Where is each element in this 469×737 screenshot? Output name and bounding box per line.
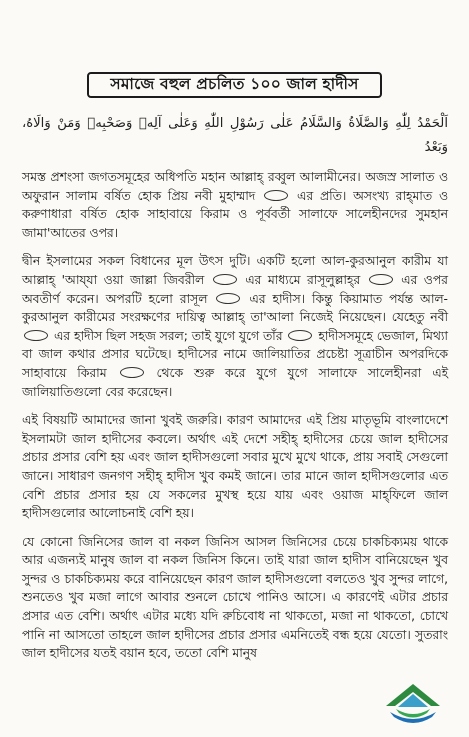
paragraph-2-text-f: হাদীসসমূহে ভেজাল, মিথ্যা বা জাল কথার প্রসার ঘটেছে। হাদীসের নামে জালিয়াতির প্রচেষ্টা সূত্রাচীন অপরদিকে সাহাবায়ে কিরাম: [22, 328, 448, 380]
paragraph-1: [22, 168, 448, 242]
salutation-icon: [216, 293, 240, 304]
paragraph-2-text-g: থেকে শুরু করে যুগে যুগে সালাফে সালেহীনরা এই জালিয়াতিগুলো বের করেছেন।: [22, 365, 448, 399]
paragraph-1-text: সমস্ত প্রশংসা জগতসমূহের অধিপতি মহান আল্লাহ্‌ রব্বুল আলামীনের। অজস্র সালাত ও অফুরান সালাম বর্ষিত হোক প্রিয় নবী মুহাম্মাদ: [22, 170, 448, 203]
salutation-icon: [264, 190, 288, 201]
paragraph-4: যে কোনো জিনিসের জাল বা নকল জিনিস আসল জিনিসের চেয়ে চাকচিক্যময় থাকে আর এজন্যই মানুষ জাল বা নকল জিনিস কিনে। তাই যারা জাল হাদীস বানিয়েছেন খুব সুন্দর ও চাকচিক্যময় করে বানিয়েছেন কারণ জাল হাদীসগুলো বলতেও খুব সুন্দর লাগে, শুনতেও খুব মজা লাগে আবার শুনলে চোখে পানিও আসে। এ কারণেই এটার প্রচার প্রসার এত বেশি। অর্থাৎ এটার মধ্যে যদি রুচিবোধ না থাকতো, মজা না থাকতো, চোখে পানি না আসতো তাহলে জাল হাদীসের প্রচার প্রসার এমনিতেই বন্ধ হয়ে যেতো। সুতরাং জাল হাদীসের যতই বয়ান হবে, ততো বেশি মানুষ: [22, 534, 448, 661]
salutation-icon: [24, 330, 48, 341]
body-text: [22, 168, 448, 673]
salutation-icon: [213, 274, 237, 285]
paragraph-2: [22, 252, 448, 401]
salutation-icon: [120, 367, 144, 378]
paragraph-2-text-e: এর হাদীস ছিল সহজ সরল; তাই যুগে যুগে তাঁর: [53, 328, 283, 343]
paragraph-2-text-c: এর ওপর অবতীর্ণ করেন। অপরটি হলো রাসূল: [22, 272, 448, 306]
paragraph-1-text-b: এর প্রতি। অসংখ্য রাহ্‌মাত ও করুণাধারা বর্ষিত হোক সাহাবায়ে কিরাম ও পূর্ববর্তী সালাফে সালেহীনদের সুমহান জামা'আতের ওপর।: [22, 188, 448, 240]
paragraph-2-text-b: এর মাধ্যমে রাসূলুল্লাহ্‌র: [245, 272, 361, 287]
paragraph-2-text-d: এর হাদীস। কিন্তু কিয়ামাত পর্যন্ত আল-কুরআনুল কারীমের সংরক্ষণের দায়িত্ব আল্লাহ্‌ তা'আলা নিজেই নিয়েছেন। যেহেতু নবী: [22, 291, 448, 325]
paragraph-2-text-a: দ্বীন ইসলামের সকল বিধানের মূল উৎস দুটি। একটি হলো আল-কুরআনুল কারীম যা আল্লাহ্‌ 'আয্‌যা ওয়া জাল্লা জিবরীল: [22, 254, 448, 287]
paragraph-3: এই বিষয়টি আমাদের জানা খুবই জরুরি। কারণ আমাদের এই প্রিয় মাতৃভূমি বাংলাদেশে ইসলামটা জাল হাদীসের কবলে। অর্থাৎ এই দেশে সহীহ্‌ হাদীসের চেয়ে জাল হাদীসের প্রচার প্রসার বেশি হয় এবং জাল হাদীসগুলো সবার মুখে মুখে থাকে, প্রায় সবাই সেগুলো জানে। সাধারণ জনগণ সহীহ্‌ হাদীস খুব কমই জানে। তার মানে জাল হাদীসগুলোর এত বেশি প্রচার প্রসার হয় যে সকলের মুখস্থ হয়ে যায় এবং ওয়াজ মাহ্‌ফিলে জাল হাদীসগুলোর আলোচনাই বেশি হয়।: [22, 413, 448, 521]
arabic-opening: اَلْحَمْدُ لِلّٰهِ وَالصَّلَاةُ وَالسَّلَامُ عَلٰى رَسُوْلِ اللّٰهِ وَعَلٰى آلِهٖ وَصَحْبِهٖ وَمَنْ وَالَاهُ، وَبَعْدُ: [22, 116, 448, 155]
salutation-icon: [369, 274, 393, 285]
page-title: সমাজে বহুল প্রচলিত ১০০ জাল হাদীস: [87, 72, 382, 98]
salutation-icon: [288, 330, 312, 341]
publisher-logo-icon: [382, 682, 444, 728]
